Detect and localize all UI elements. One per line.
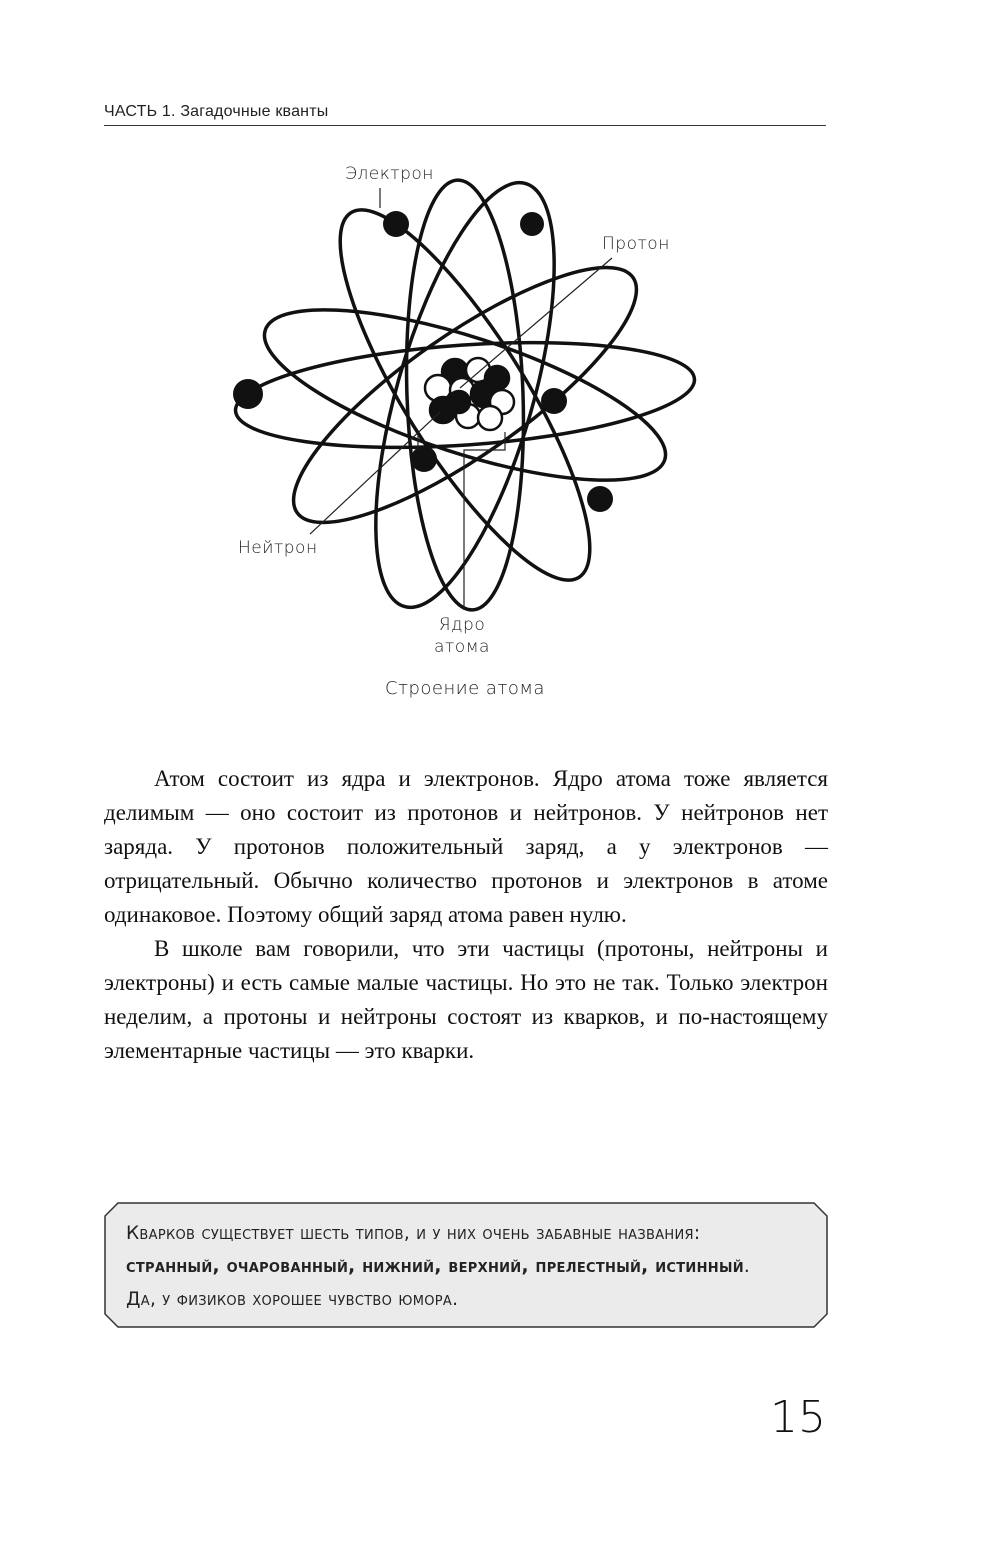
callout-box bbox=[104, 1202, 828, 1328]
label-nucleus-line1: Ядро bbox=[438, 615, 486, 635]
quark-names: странный, очарованный, нижний, верхний, прелестный, истинный bbox=[126, 1256, 744, 1277]
atom-diagram bbox=[150, 150, 750, 710]
label-nucleus-line2: атома bbox=[434, 637, 490, 657]
electron bbox=[233, 379, 263, 409]
callout-line-1: Кварков существует шесть типов, и у них очень забавные названия: bbox=[126, 1223, 701, 1244]
electron bbox=[541, 388, 567, 414]
page-number: 15 bbox=[770, 1392, 826, 1443]
label-electron: Электрон bbox=[345, 164, 434, 184]
callout-text bbox=[126, 1217, 816, 1316]
paragraph: В школе вам говорили, что эти частицы (протоны, нейтроны и электроны) и есть самые малые частицы. Но это не так. Только электрон неделим, а протоны и нейтроны состоят из кварков, и по-настоящему элементарные частицы — это кварки. bbox=[104, 936, 828, 1063]
running-head: ЧАСТЬ 1. Загадочные кванты bbox=[104, 103, 329, 120]
paragraph: Атом состоит из ядра и электронов. Ядро атома тоже является делимым — оно состоит из протонов и нейтронов. У нейтронов нет заряда. У протонов положительный заряд, а у электронов — отрицательный. Обычно количество протонов и электронов в атоме одинаковое. Поэтому общий заряд атома равен нулю. bbox=[104, 766, 828, 927]
electrons bbox=[233, 211, 613, 512]
electron bbox=[520, 212, 544, 236]
figure-caption: Строение атома bbox=[385, 678, 545, 699]
header-rule bbox=[104, 125, 826, 126]
electron bbox=[383, 211, 409, 237]
callout-line-2 bbox=[126, 1250, 816, 1283]
label-neutron: Нейтрон bbox=[238, 538, 318, 558]
label-proton: Протон bbox=[602, 234, 670, 254]
callout-line-3: Да, у физиков хорошее чувство юмора. bbox=[126, 1289, 459, 1310]
body-text bbox=[104, 762, 828, 1068]
electron bbox=[587, 486, 613, 512]
electron bbox=[411, 446, 437, 472]
quark-names-period: . bbox=[743, 1256, 751, 1277]
nucleus bbox=[425, 358, 514, 430]
